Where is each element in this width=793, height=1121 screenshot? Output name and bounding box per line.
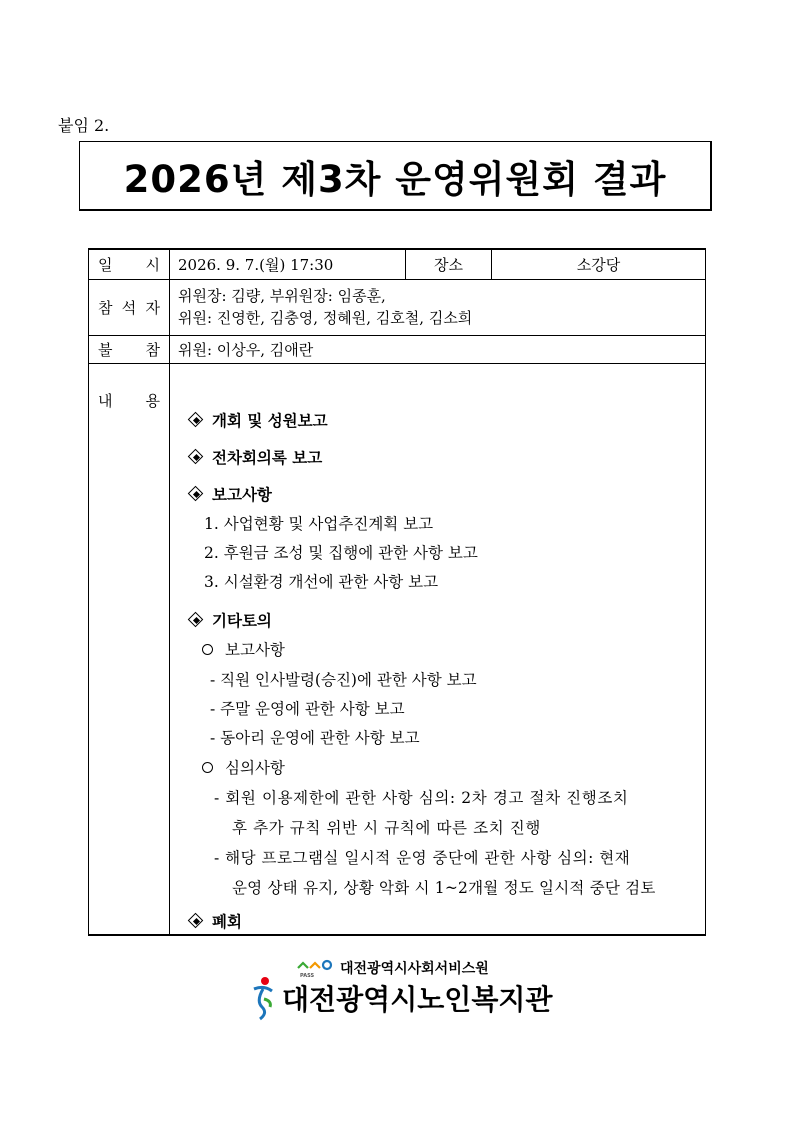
attendees-line-1: 위원장: 김량, 부위원장: 임종훈, xyxy=(178,287,386,305)
place-value: 소강당 xyxy=(492,249,706,279)
section-title: 폐회 xyxy=(212,912,242,931)
report-item: 2. 후원금 조성 및 집행에 관한 사항 보고 xyxy=(204,543,478,562)
place-label-char: 장 xyxy=(434,255,449,274)
date-label-char: 시 xyxy=(145,255,160,274)
circle-bullet-icon xyxy=(202,762,213,773)
attendees-line-2: 위원: 진영한, 김충영, 정혜원, 김호철, 김소희 xyxy=(178,309,473,327)
title-box xyxy=(79,141,712,211)
content-label-char: 용 xyxy=(145,391,160,410)
attendees-label-char: 석 xyxy=(121,298,137,317)
diamond-bullet-icon xyxy=(188,412,205,429)
section-title: 전차회의록 보고 xyxy=(212,448,323,467)
senior-welfare-logo-icon xyxy=(250,975,278,1021)
section-prev-minutes xyxy=(188,446,322,468)
report-item: 1. 사업현황 및 사업추진계획 보고 xyxy=(204,514,434,533)
sub-report-item: - 주말 운영에 관한 사항 보고 xyxy=(210,699,405,718)
org-main-name: 대전광역시노인복지관 xyxy=(282,983,553,1016)
date-value: 2026. 9. 7.(월) 17:30 xyxy=(170,249,406,279)
subsection-reports xyxy=(202,638,285,660)
absent-value: 위원: 이상우, 김애란 xyxy=(170,335,706,363)
absent-label-char: 불 xyxy=(98,340,113,359)
place-label-char: 소 xyxy=(448,255,463,274)
org-small-name: 대전광역시사회서비스원 xyxy=(340,961,489,977)
section-reports xyxy=(188,483,272,505)
footer-org-main xyxy=(250,975,552,1021)
section-title: 기타토의 xyxy=(212,611,272,630)
diamond-bullet-icon xyxy=(188,486,205,503)
subsection-title: 보고사항 xyxy=(225,640,285,659)
content-label-char: 내 xyxy=(98,391,113,410)
section-title: 보고사항 xyxy=(212,485,272,504)
date-label-cell xyxy=(89,249,170,279)
meeting-info-table xyxy=(88,248,706,936)
review-item-1-line-2: 후 추가 규칙 위반 시 규칙에 따른 조치 진행 xyxy=(232,818,541,837)
attendees-label-cell xyxy=(89,279,170,335)
diamond-bullet-icon xyxy=(188,913,205,930)
subsection-review xyxy=(202,756,285,778)
attendees-label-char: 자 xyxy=(145,298,160,317)
report-item: 3. 시설환경 개선에 관한 사항 보고 xyxy=(204,572,439,591)
section-other xyxy=(188,609,272,631)
place-label-cell xyxy=(406,249,492,279)
content-cell xyxy=(170,363,706,935)
diamond-bullet-icon xyxy=(188,449,205,466)
attendees-label-char: 참 xyxy=(98,298,113,317)
content-label-cell xyxy=(89,363,170,935)
attendees-value xyxy=(170,279,706,335)
absent-label-cell xyxy=(89,335,170,363)
review-item-2-line-2: 운영 상태 유지, 상황 악화 시 1~2개월 정도 일시적 중단 검토 xyxy=(232,878,656,897)
date-label-char: 일 xyxy=(98,255,113,274)
absent-label-char: 참 xyxy=(145,340,160,359)
sub-report-item: - 동아리 운영에 관한 사항 보고 xyxy=(210,728,420,747)
section-opening xyxy=(188,409,328,431)
circle-bullet-icon xyxy=(202,644,213,655)
content-body xyxy=(170,364,705,934)
diamond-bullet-icon xyxy=(188,612,205,629)
review-item-1-line-1: - 회원 이용제한에 관한 사항 심의: 2차 경고 절차 진행조치 xyxy=(214,788,629,807)
document-title: 2026년 제3차 운영위원회 결과 xyxy=(123,157,667,201)
section-title: 개회 및 성원보고 xyxy=(212,411,328,430)
attachment-label: 붙임 2. xyxy=(58,116,110,135)
subsection-title: 심의사항 xyxy=(225,758,285,777)
sub-report-item: - 직원 인사발령(승진)에 관한 사항 보고 xyxy=(210,670,477,689)
logo-caption: PASS xyxy=(300,973,315,978)
review-item-2-line-1: - 해당 프로그램실 일시적 운영 중단에 관한 사항 심의: 현재 xyxy=(214,848,631,867)
section-closing xyxy=(188,910,242,932)
